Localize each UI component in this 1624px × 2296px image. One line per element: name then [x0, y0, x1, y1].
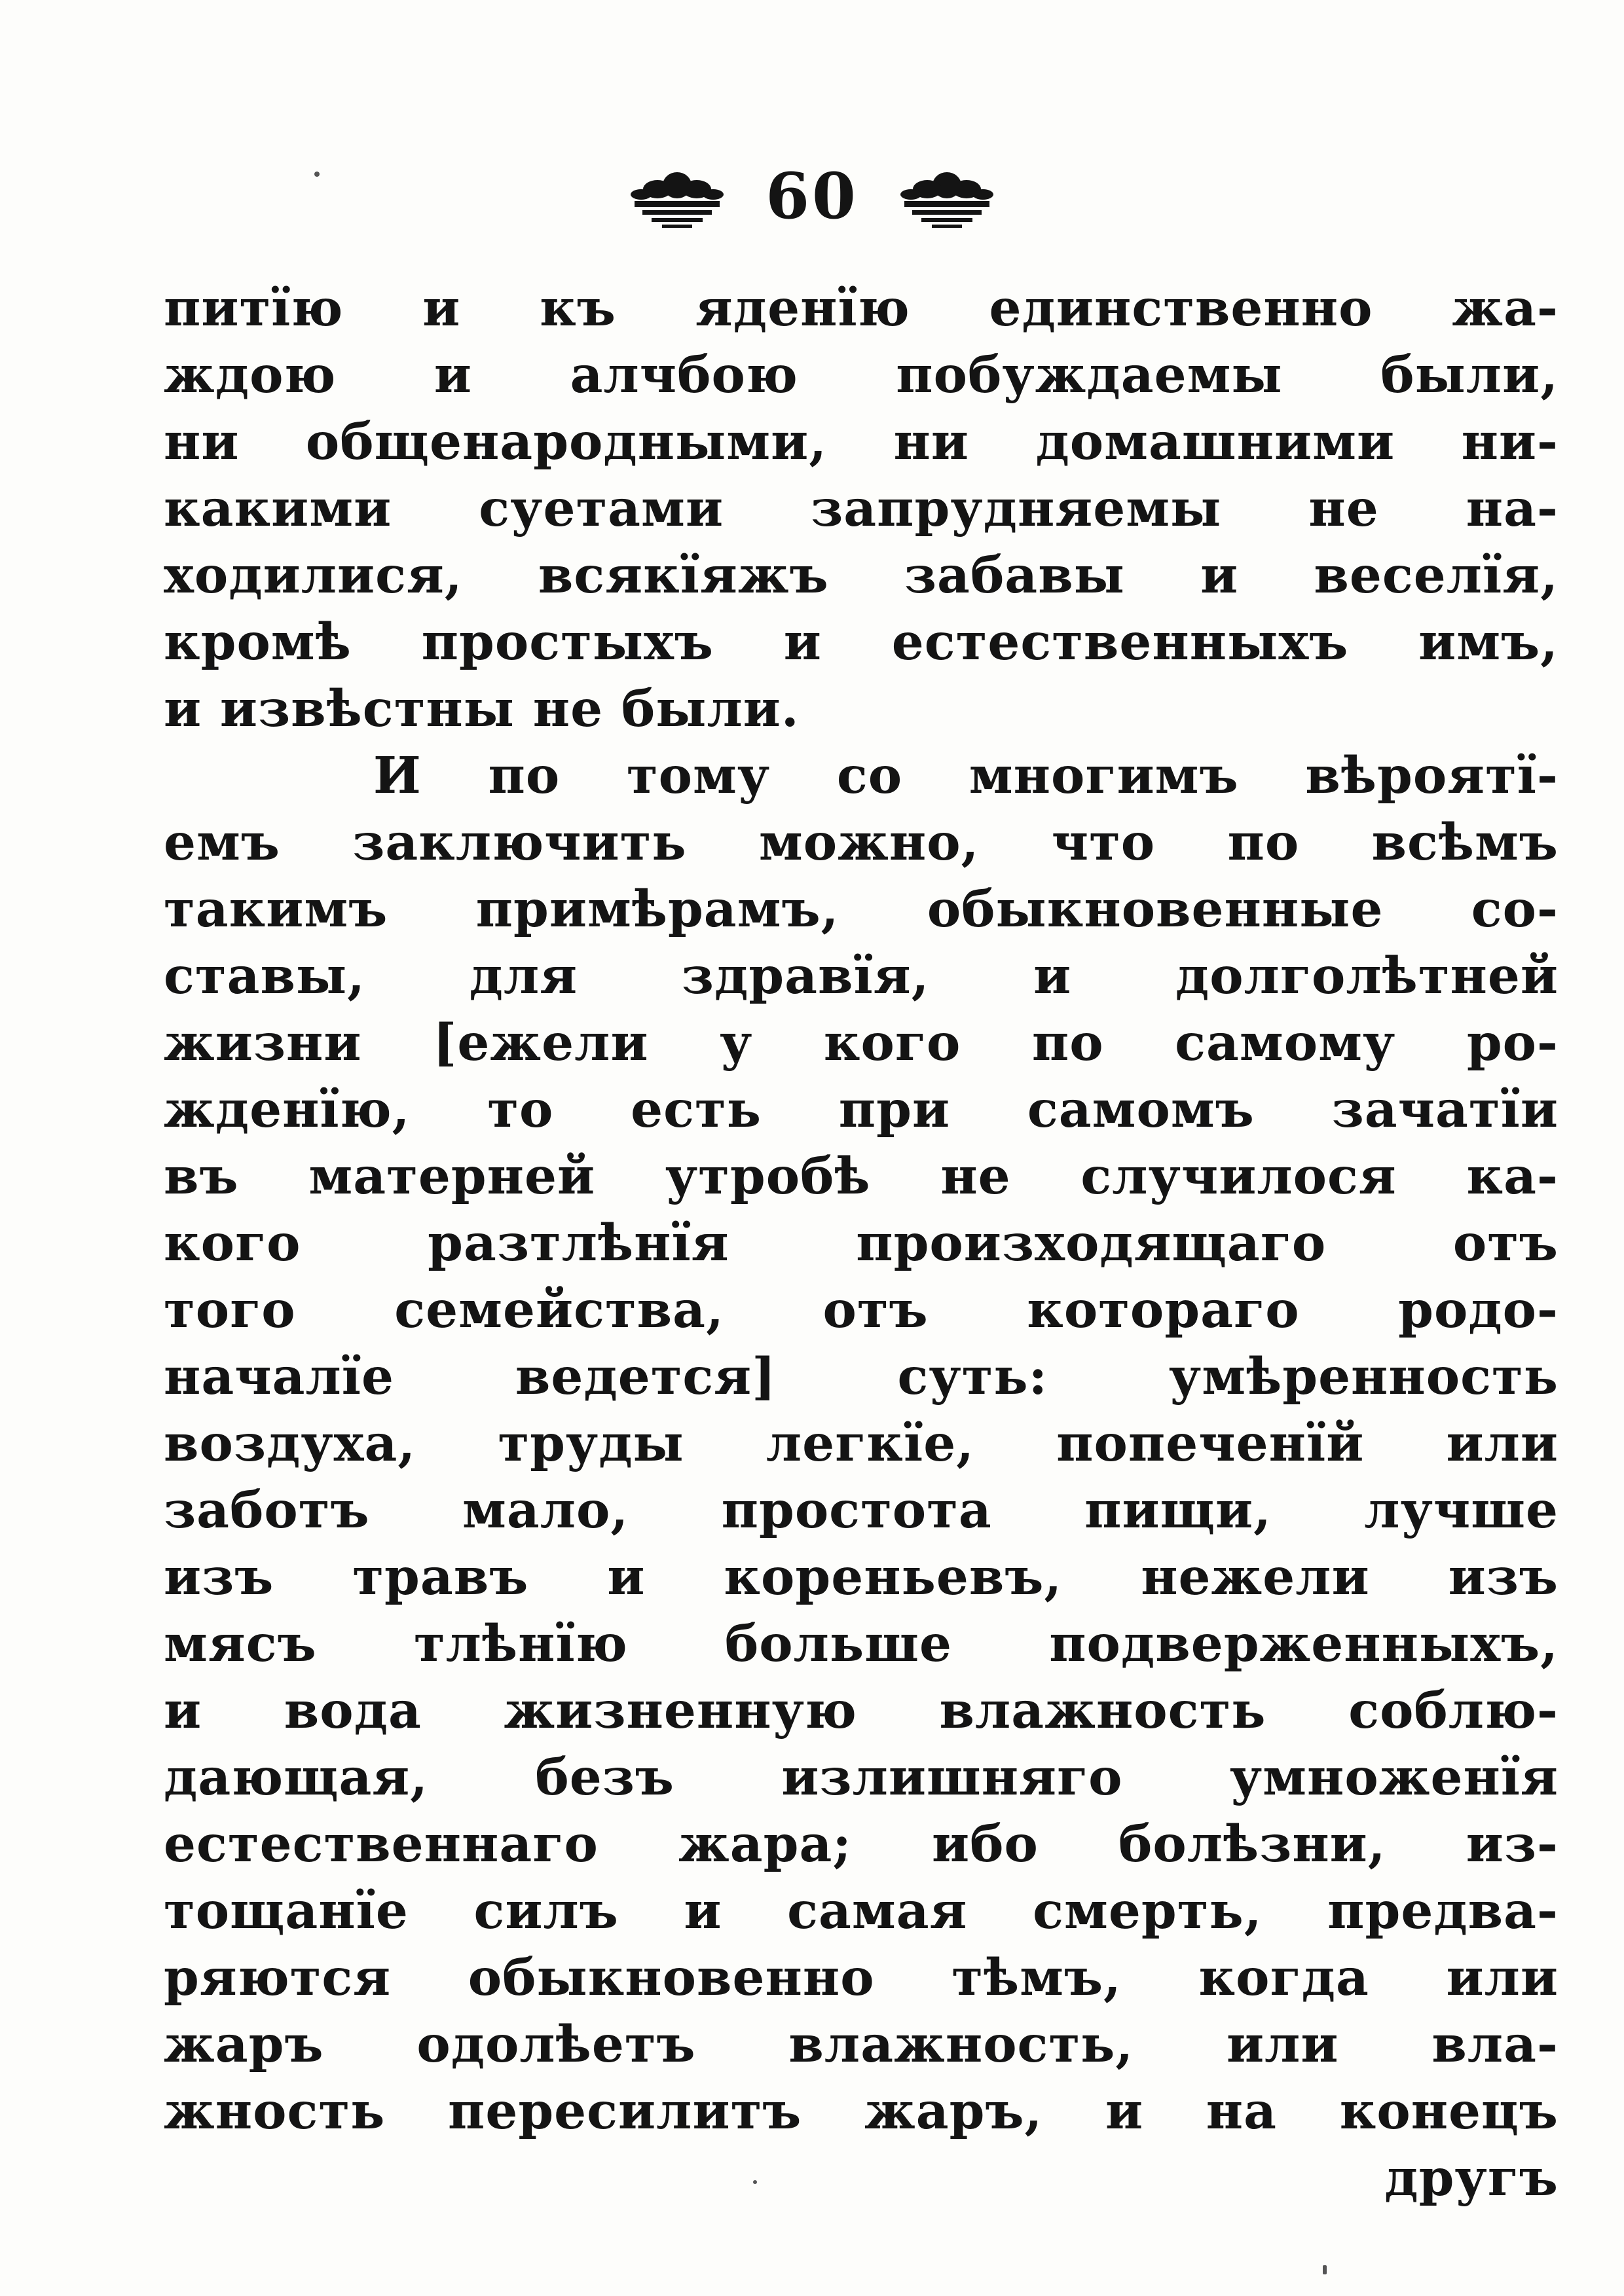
- text-line: ни общенародными, ни домашними ни-: [164, 412, 1559, 471]
- text-line: емъ заключить можно, что по всѣмъ: [164, 813, 1559, 872]
- text-line: жность пересилитъ жаръ, и на конецъ: [164, 2082, 1559, 2141]
- text-line: жденїю, то есть при самомъ зачатїи: [164, 1080, 1559, 1139]
- text-line: заботъ мало, простота пищи, лучше: [164, 1481, 1559, 1540]
- text-line: изъ травъ и кореньевъ, нежели изъ: [164, 1548, 1559, 1607]
- body-text: [164, 275, 1559, 2212]
- text-line: ждою и алчбою побуждаемы были,: [164, 346, 1559, 405]
- text-line: кого разтлѣнїя произходящаго отъ: [164, 1214, 1559, 1273]
- paragraph: [164, 742, 1559, 2145]
- text-line: въ матерней утробѣ не случилося ка-: [164, 1147, 1559, 1206]
- page-header: [0, 147, 1624, 246]
- ink-speck: [314, 172, 320, 177]
- text-line: И по тому со многимъ вѣроятї-: [373, 746, 1559, 805]
- text-line: такимъ примѣрамъ, обыкновенные со-: [164, 880, 1559, 939]
- text-line: какими суетами запрудняемы не на-: [164, 479, 1559, 538]
- text-line: тощанїе силъ и самая смерть, предва-: [164, 1882, 1559, 1941]
- page-number: 60: [766, 159, 858, 233]
- text-line: естественнаго жара; ибо болѣзни, из-: [164, 1815, 1559, 1874]
- text-line: ряются обыкновенно тѣмъ, когда или: [164, 1948, 1559, 2007]
- text-line: началїе ведется] суть: умѣренность: [164, 1347, 1559, 1406]
- text-line: и извѣстны не были.: [164, 680, 800, 738]
- text-line: жаръ одолѣетъ влажность, или вла-: [164, 2015, 1559, 2074]
- catchword: другъ: [1384, 2149, 1559, 2208]
- text-line: воздуха, труды легкїе, попеченїй или: [164, 1414, 1559, 1473]
- text-line: и вода жизненную влажность соблю-: [164, 1681, 1559, 1740]
- text-line: ставы, для здравїя, и долголѣтней: [164, 947, 1559, 1006]
- text-line: ходилися, всякїяжъ забавы и веселїя,: [164, 546, 1559, 605]
- paragraph: [164, 275, 1559, 742]
- text-line: кромѣ простыхъ и естественныхъ имъ,: [164, 613, 1559, 672]
- ink-speck: [1323, 2265, 1327, 2274]
- text-line: того семейства, отъ котораго родо-: [164, 1281, 1559, 1339]
- ink-speck: [753, 2180, 757, 2184]
- text-line: дающая, безъ излишняго умноженїя: [164, 1748, 1559, 1807]
- floral-ornament-icon: [898, 160, 996, 232]
- text-line: мясъ тлѣнїю больше подверженныхъ,: [164, 1614, 1559, 1673]
- text-line: питїю и къ яденїю единственно жа-: [164, 279, 1559, 338]
- floral-ornament-icon: [628, 160, 726, 232]
- text-line: жизни [ежели у кого по самому ро-: [164, 1013, 1559, 1072]
